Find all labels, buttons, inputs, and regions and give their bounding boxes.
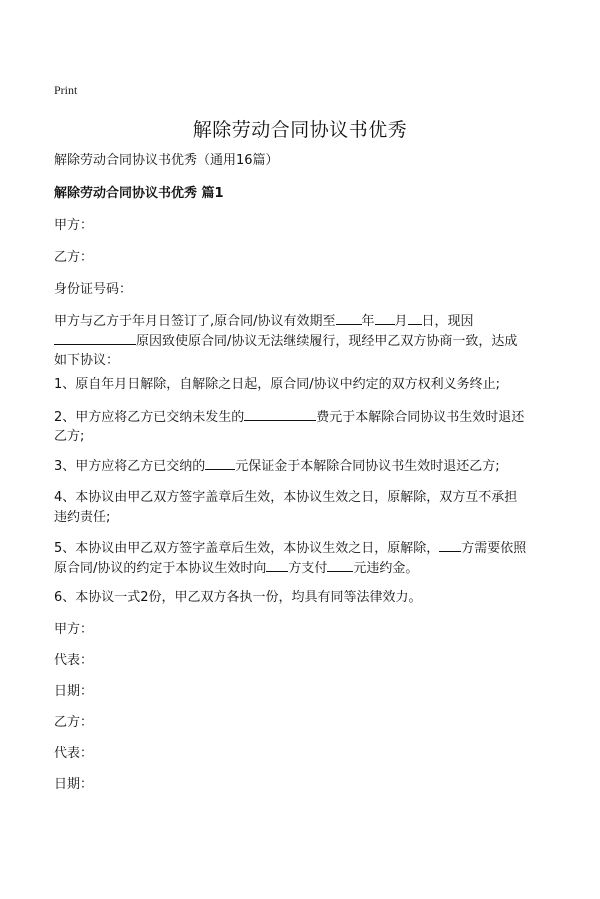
party-b-label: 乙方：	[54, 250, 94, 265]
blank-deposit	[205, 455, 235, 470]
clause-5-text-e: 元违约金。	[353, 561, 419, 576]
intro-year: 年	[361, 314, 375, 329]
clause-2-text-a: 2、甲方应将乙方已交纳未发生的	[54, 410, 245, 425]
clause-3	[54, 455, 554, 478]
print-label: Print	[54, 83, 78, 97]
blank-penalty	[327, 557, 353, 572]
signature-party-a: 甲方：	[54, 622, 94, 637]
clause-4-line-2: 违约责任;	[54, 510, 111, 525]
clause-1: 1、原自年月日解除，自解除之日起，原合同/协议中约定的双方权利义务终止;	[54, 377, 501, 392]
intro-text-2: 原因致使原合同/协议无法继续履行，现经甲乙双方协商一致，达成	[136, 334, 518, 349]
intro-text-1: 甲方与乙方于年月日签订了,原合同/协议有效期至	[54, 314, 336, 329]
clause-5-text-b: 方需要依照	[461, 541, 527, 556]
clause-6: 6、本协议一式2份，甲乙双方各执一份，均具有同等法律效力。	[54, 590, 422, 605]
party-a-label: 甲方：	[54, 218, 94, 233]
clause-2-text-b: 费元于本解除合同协议书生效时退还	[316, 410, 525, 425]
signature-rep-a: 代表：	[54, 653, 94, 668]
clause-5-text-c: 原合同/协议的约定于本协议生效时向	[54, 561, 267, 576]
signature-party-b: 乙方：	[54, 715, 94, 730]
blank-reason	[54, 330, 136, 345]
section-heading: 解除劳动合同协议书优秀 篇1	[54, 186, 224, 201]
intro-month: 月	[394, 314, 408, 329]
clause-3-text-b: 元保证金于本解除合同协议书生效时退还乙方;	[235, 459, 500, 474]
signature-date-b: 日期：	[54, 777, 94, 792]
id-number-label: 身份证号码：	[54, 282, 133, 297]
clause-2-line-2: 乙方;	[54, 429, 85, 444]
intro-line-3: 如下协议：	[54, 353, 120, 368]
clause-5-text-d: 方支付	[288, 561, 328, 576]
signature-date-a: 日期：	[54, 684, 94, 699]
signature-rep-b: 代表：	[54, 746, 94, 761]
intro-day: 日，现因	[421, 314, 474, 329]
blank-party-1	[439, 537, 461, 552]
blank-month	[375, 310, 395, 325]
blank-party-2	[266, 557, 288, 572]
document-title: 解除劳动合同协议书优秀	[192, 119, 408, 141]
clause-3-text-a: 3、甲方应将乙方已交纳的	[54, 459, 206, 474]
clause-5-text-a: 5、本协议由甲乙双方签字盖章后生效，本协议生效之日，原解除，	[54, 541, 440, 556]
clause-4-line-1: 4、本协议由甲乙双方签字盖章后生效，本协议生效之日，原解除，双方互不承担	[54, 490, 518, 505]
blank-year	[336, 310, 362, 325]
blank-fee	[244, 406, 316, 421]
blank-day	[408, 310, 422, 325]
document-subtitle: 解除劳动合同协议书优秀（通用16篇）	[54, 153, 279, 168]
clause-5-line-2	[54, 557, 554, 580]
